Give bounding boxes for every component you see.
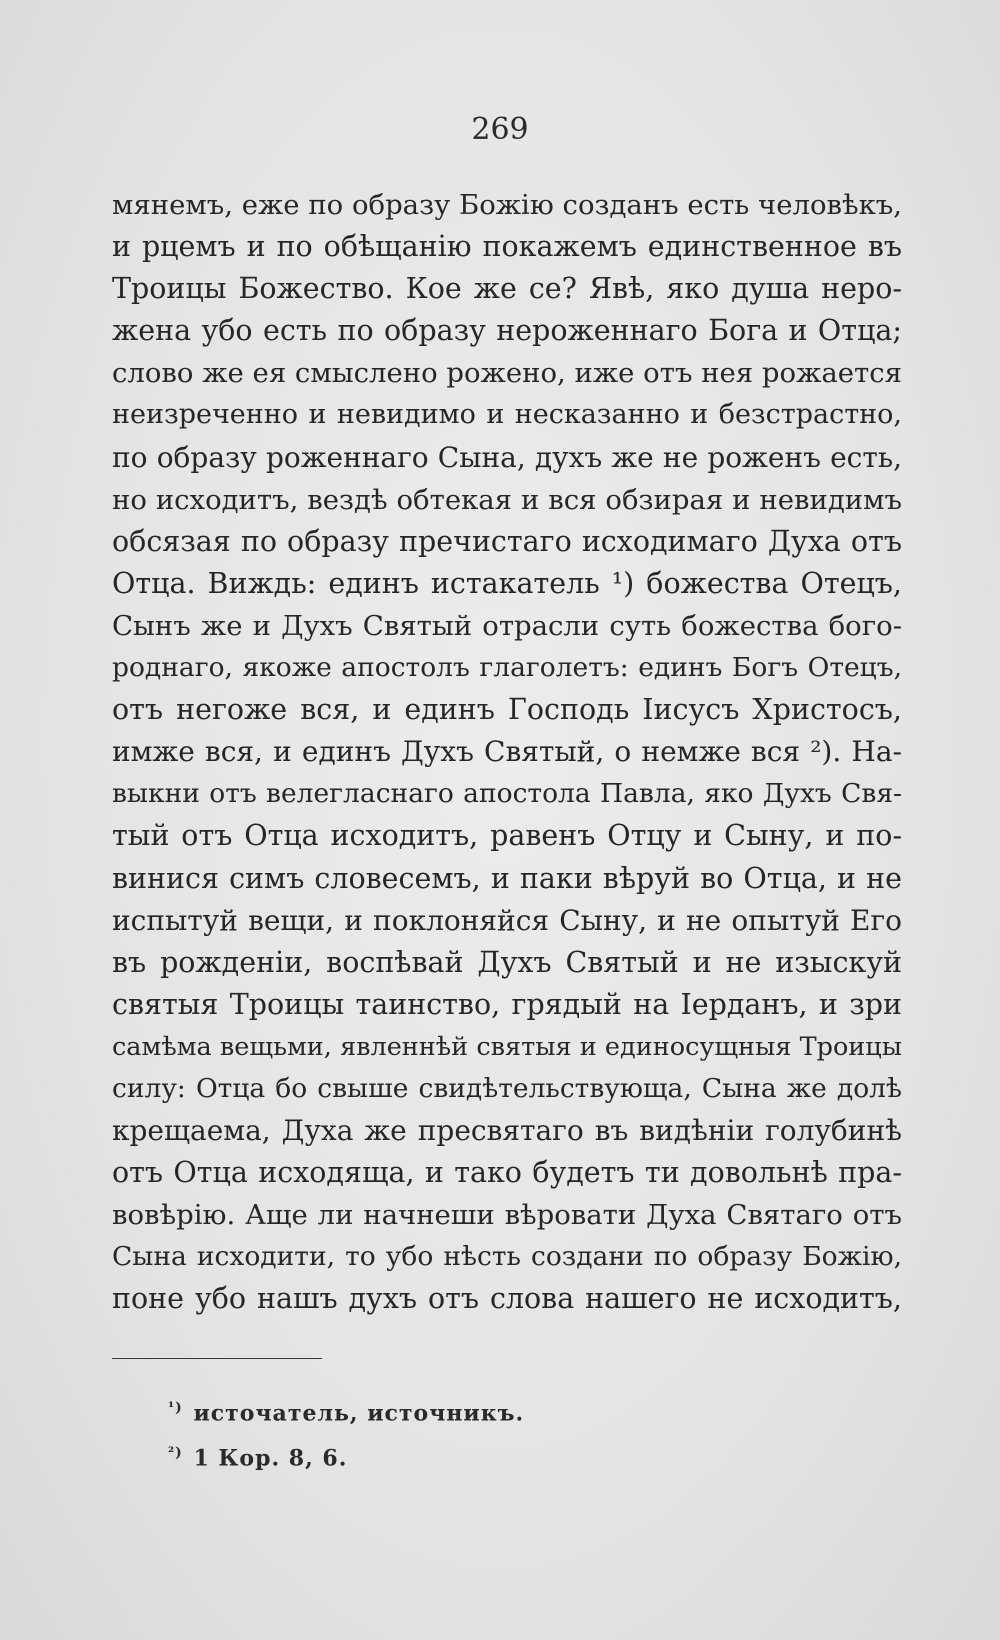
text-line: тый отъ Отца исходитъ, равенъ Отцу и Сыну, и по-: [112, 819, 902, 853]
text-line: винися симъ словесемъ, и паки вѣруй во Отца, и не: [112, 861, 902, 895]
footnote-divider: [112, 1358, 322, 1359]
text-line: выкни отъ велегласнаго апостола Павла, яко Духъ Свя-: [112, 778, 902, 810]
text-line: Сына исходити, то убо нѣсть создани по образу Божію,: [112, 1241, 902, 1273]
footnote-1: [168, 1388, 768, 1433]
text-line: испытуй вещи, и поклоняйся Сыну, и не опытуй Его: [112, 903, 902, 937]
text-line: имже вся, и единъ Духъ Святый, о немже вся ²). На-: [112, 735, 902, 769]
footnote-2: [168, 1433, 768, 1478]
text-line: мянемъ, еже по образу Божію созданъ есть человѣкъ,: [112, 189, 902, 221]
body-text: [112, 184, 902, 1321]
text-line: поне убо нашъ духъ отъ слова нашего не исходитъ,: [112, 1282, 902, 1316]
text-line: по образу роженнаго Сына, духъ же не роженъ есть,: [112, 440, 902, 474]
text-line: силу: Отца бо свыше свидѣтельствующа, Сына же долѣ: [112, 1072, 902, 1104]
text-line: но исходитъ, вездѣ обтекая и вся обзирая и невидимъ: [112, 483, 902, 516]
text-line: жена убо есть по образу нероженнаго Бога и Отца;: [112, 314, 902, 348]
footnote-mark: ²): [168, 1445, 183, 1462]
text-line: крещаема, Духа же пресвятаго въ видѣніи голубинѣ: [112, 1114, 902, 1148]
text-line: отъ Отца исходяща, и тако будетъ ти довольнѣ пра-: [112, 1156, 902, 1190]
text-line: самѣма вещьми, явленнѣй святыя и единосущныя Троицы: [112, 1031, 902, 1062]
text-line: вовѣрію. Аще ли начнеши вѣровати Духа Святаго отъ: [112, 1199, 902, 1232]
text-line: слово же ея смыслено рожено, иже отъ нея рожается: [112, 357, 902, 390]
page-number: 269: [471, 112, 529, 147]
footnote-text: 1 Кор. 8, 6.: [193, 1445, 348, 1472]
text-line: и рцемъ и по обѣщанію покажемъ единственное въ: [112, 230, 902, 264]
text-line: Отца. Виждь: единъ истакатель ¹) божества Отецъ,: [112, 566, 902, 600]
text-line: роднаго, якоже апостолъ глаголетъ: единъ Богъ Отецъ,: [112, 652, 902, 684]
footnote-mark: ¹): [168, 1400, 183, 1416]
footnotes: [168, 1388, 768, 1479]
text-line: неизреченно и невидимо и несказанно и безстрастно,: [112, 399, 902, 431]
text-line: отъ негоже вся, и единъ Господь Іисусъ Христосъ,: [112, 693, 902, 727]
footnote-text: источатель, источникъ.: [193, 1400, 525, 1427]
text-line: въ рожденіи, воспѣвай Духъ Святый и не изыскуй: [112, 945, 902, 979]
text-line: обсязая по образу пречистаго исходимаго Духа отъ: [112, 524, 902, 558]
text-line: святыя Троицы таинство, грядый на Іерданъ, и зри: [112, 987, 902, 1021]
text-line: Троицы Божество. Кое же се? Явѣ, яко душа неро-: [112, 272, 902, 306]
text-line: Сынъ же и Духъ Святый отрасли суть божества бого-: [112, 609, 902, 642]
